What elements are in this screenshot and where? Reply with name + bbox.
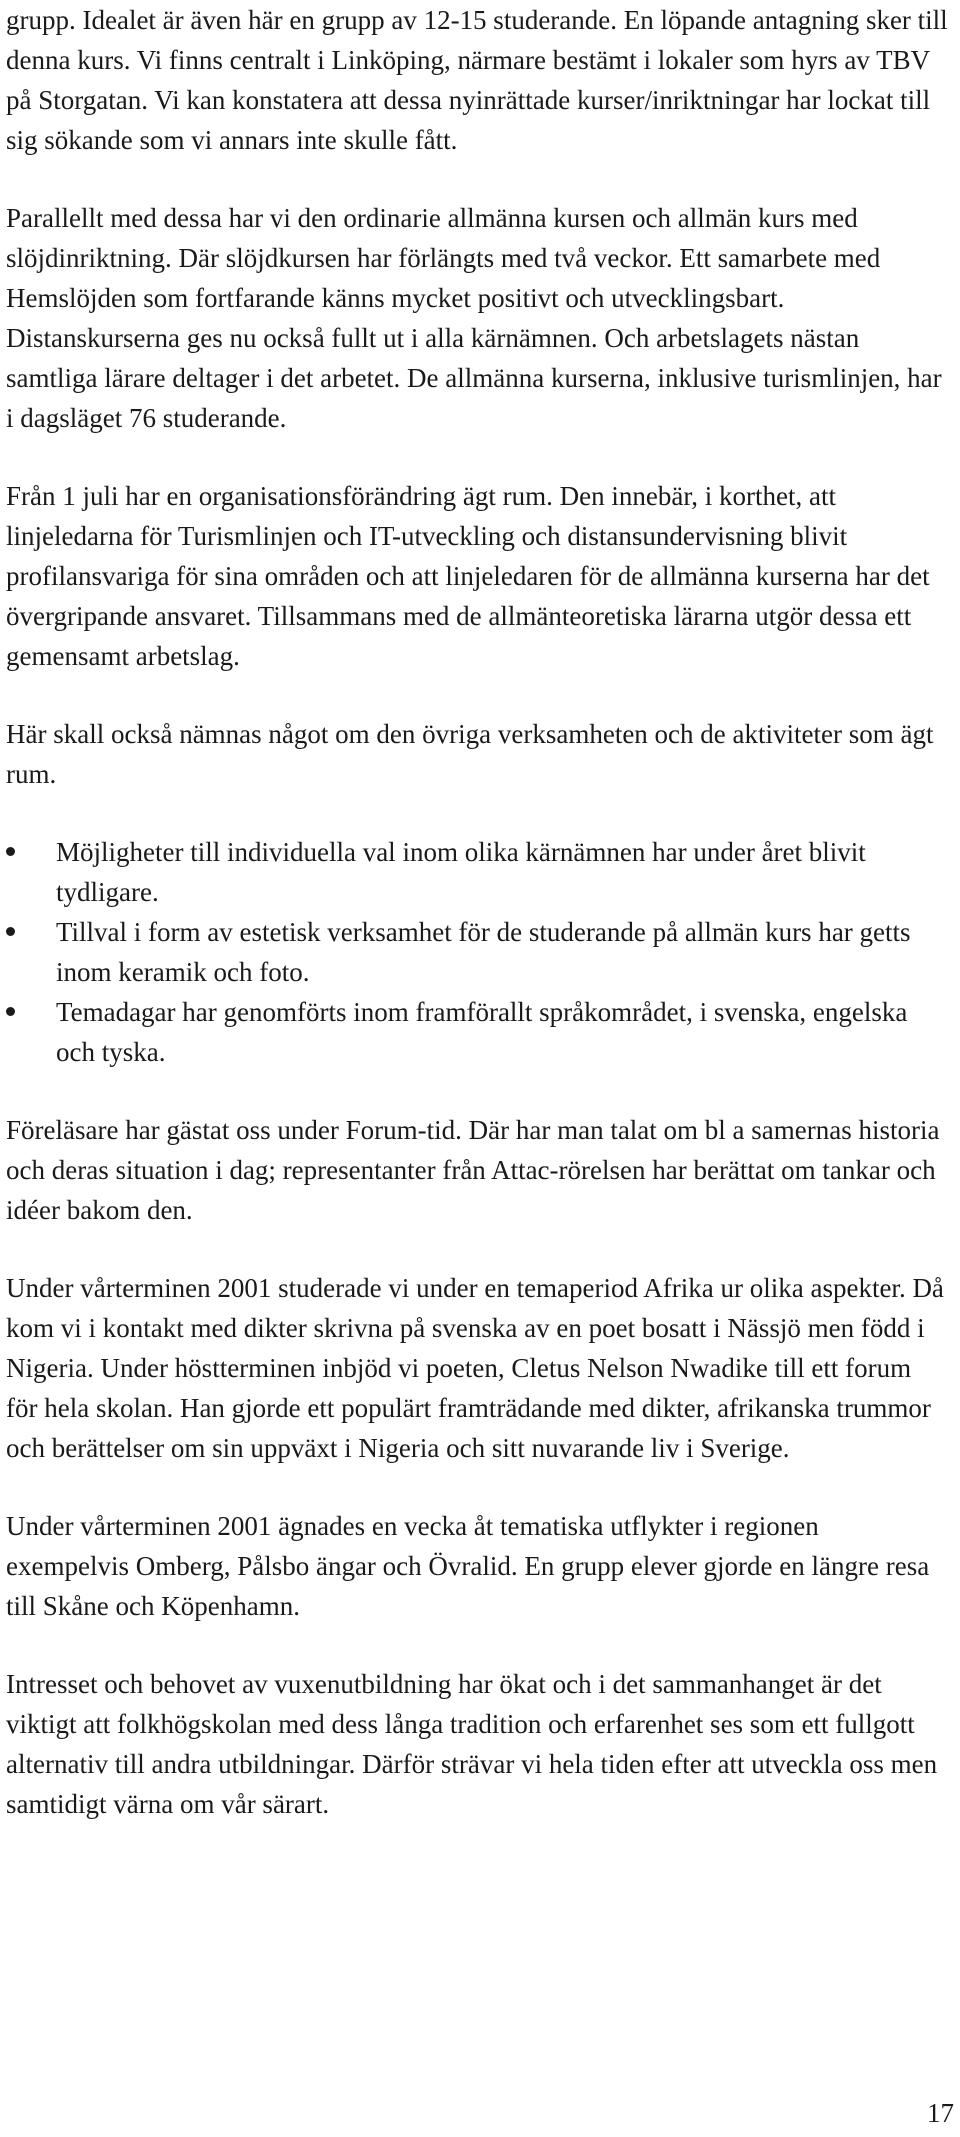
list-item-text: Möjligheter till individuella val inom olika kärnämnen har under året blivit tydligare.	[56, 837, 866, 907]
paragraph-general-course: Parallellt med dessa har vi den ordinarie allmänna kursen och allmän kurs med slöjdinriktning. Där slöjdkursen har förlängts med två veckor. Ett samarbete med Hemslöjden som fortfarande känns mycket positivt och utvecklingsbart. Distanskurserna ges nu också fullt ut i alla kärnämnen. Och arbetslagets nästan samtliga lärare deltager i det arbetet. De allmänna kurserna, inklusive turismlinjen, har i dagsläget 76 studerande.	[6, 203, 942, 433]
paragraph-organisation-change: Från 1 juli har en organisationsförändring ägt rum. Den innebär, i korthet, att linjeledarna för Turismlinjen och IT-utveckling och distansundervisning blivit profilansvariga för sina områden och att linjeledaren för de allmänna kurserna har det övergripande ansvaret. Tillsammans med de allmänteoretiska lärarna utgör dessa ett gemensamt arbetslag.	[6, 481, 930, 671]
bullet-icon	[6, 927, 15, 936]
bullet-icon	[6, 1007, 15, 1016]
paragraph-lecturers: Föreläsare har gästat oss under Forum-tid. Där har man talat om bl a samernas historia och deras situation i dag; representanter från Attac-rörelsen har berättat om tankar och idéer bakom den.	[6, 1115, 940, 1225]
list-item-text: Tillval i form av estetisk verksamhet för de studerande på allmän kurs har getts inom keramik och foto.	[56, 917, 911, 987]
document-page	[6, 0, 948, 1862]
list-item	[6, 912, 948, 992]
paragraph-adult-education: Intresset och behovet av vuxenutbildning har ökat och i det sammanhanget är det viktigt att folkhögskolan med dess långa tradition och erfarenhet ses som ett fullgott alternativ till andra utbildningar. Därför strävar vi hela tiden efter att utveckla oss men samtidigt värna om vår särart.	[6, 1669, 938, 1819]
paragraph-excursions: Under vårterminen 2001 ägnades en vecka åt tematiska utflykter i regionen exempelvis Omberg, Pålsbo ängar och Övralid. En grupp elever gjorde en längre resa till Skåne och Köpenhamn.	[6, 1511, 930, 1621]
list-item	[6, 832, 948, 912]
paragraph-africa-theme: Under vårterminen 2001 studerade vi under en temaperiod Afrika ur olika aspekter. Då kom vi i kontakt med dikter skrivna på svenska av en poet bosatt i Nässjö men född i Nigeria. Under höstterminen inbjöd vi poeten, Cletus Nelson Nwadike till ett forum för hela skolan. Han gjorde ett populärt framträdande med dikter, afrikanska trummor och berättelser om sin uppväxt i Nigeria och sitt nuvarande liv i Sverige.	[6, 1273, 944, 1463]
bullet-icon	[6, 847, 15, 856]
paragraph-course-intake: grupp. Idealet är även här en grupp av 12-15 studerande. En löpande antagning sker till denna kurs. Vi finns centralt i Linköping, närmare bestämt i lokaler som hyrs av TBV på Storgatan. Vi kan konstatera att dessa nyinrättade kurser/inriktningar har lockat till sig sökande som vi annars inte skulle fått.	[6, 5, 948, 155]
activities-bullet-list	[6, 832, 948, 1072]
list-item	[6, 992, 948, 1072]
paragraph-other-activities: Här skall också nämnas något om den övriga verksamheten och de aktiviteter som ägt rum.	[6, 719, 934, 789]
page-number: 17	[927, 2098, 954, 2128]
list-item-text: Temadagar har genomförts inom framförallt språkområdet, i svenska, engelska och tyska.	[56, 997, 908, 1067]
